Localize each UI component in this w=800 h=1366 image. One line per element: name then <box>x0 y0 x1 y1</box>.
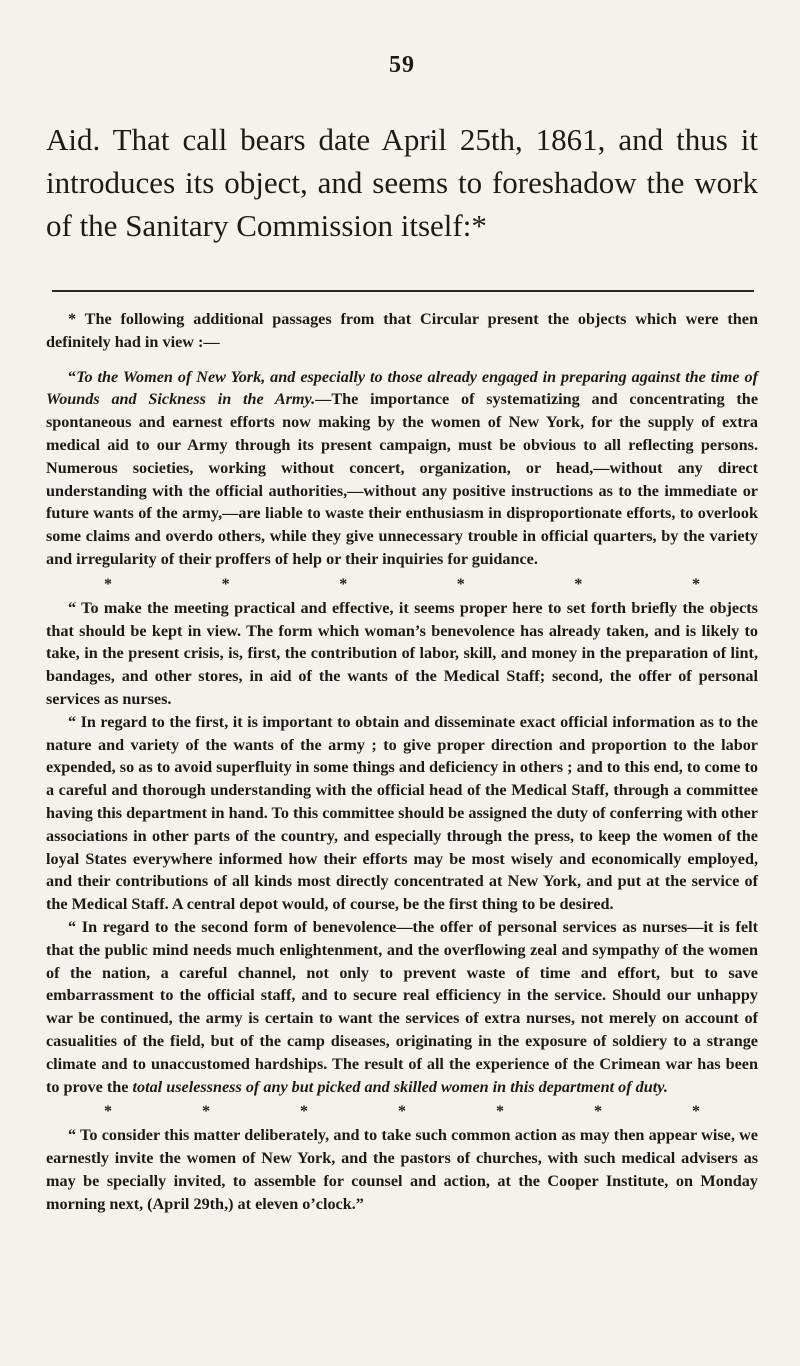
asterisk: * <box>104 575 112 593</box>
footnote-intro: * The following additional passages from that Circular present the objects which were then definitely had in view :— <box>46 310 758 351</box>
asterisk: * <box>456 575 465 593</box>
asterisk: * <box>339 575 348 593</box>
footnote-divider <box>52 290 754 292</box>
book-page <box>46 0 758 1366</box>
asterism-1 <box>46 575 758 595</box>
asterism-2 <box>46 1102 758 1122</box>
asterisk: * <box>574 575 583 593</box>
paragraph-1-text: —The importance of systematizing and concentrating the spontaneous and earnest efforts now making by the women of New York, for the supply of extra medical aid to our Army through its present campaign, must be obvious to all reflecting persons. Numerous societies, working without concert, organization, or head,—without any direct understanding with the official authorities,—without any positive instructions as to the immediate or future wants of the army,—are liable to waste their enthusiasm in disproportionate efforts, to overlook some claims and overdo others, while they give unnecessary trouble in official quarters, by the variety and irregularity of their proffers of help or their inquiries for guidance. <box>46 390 758 568</box>
asterisk: * <box>594 1103 602 1121</box>
asterisk: * <box>221 575 230 593</box>
asterisk: * <box>398 1103 406 1121</box>
main-paragraph: Aid. That call bears date April 25th, 1861, and thus it introduces its object, and seems to foreshadow the work of the Sanitary Commission itself:* <box>46 122 758 243</box>
asterisk: * <box>691 575 700 593</box>
paragraph-4-text: “ In regard to the second form of benevolence—the offer of personal services as nurses—it is felt that the public mind needs much enlightenment, and the overflowing zeal and sympathy of the women of the nation, a careful channel, not only to prevent waste of time and effort, but to save embarrassment to the official staff, and to secure real efficiency in the service. Should our unhappy war be continued, the army is certain to want the services of extra nurses, not merely on account of casualities of the field, but of the camp diseases, originating in the exposure of soldiery to a strange climate and to unaccustomed hardships. The result of all the experience of the Crimean war has been to prove the <box>46 917 758 1096</box>
footnote-paragraph-3: “ In regard to the first, it is important to obtain and disseminate exact official information as to the nature and variety of the wants of the army ; to give proper direction and proportion to the labor expended, so as to avoid superfluity in some things and deficiency in others ; and to this end, to come to a careful and thorough understanding with the official head of the Medical Staff, through a committee having this department in hand. To this committee should be assigned the duty of conferring with other associations in other parts of the country, and especially through the press, to keep the women of the loyal States everywhere informed how their efforts may be most wisely and economically employed, and their contributions of all kinds most directly concentrated at New York, and put at the service of the Medical Staff. A central depot would, of course, be the first thing to be desired. <box>46 712 758 914</box>
asterisk: * <box>300 1103 308 1121</box>
asterisk: * <box>104 1103 112 1121</box>
footnote-paragraph-5: “ To consider this matter deliberately, and to take such common action as may then appear wise, we earnestly invite the women of New York, and the pastors of churches, with such medical advisers as may be specially invited, to assemble for counsel and action, at the Cooper Institute, on Monday morning next, (April 29th,) at eleven o’clock.” <box>46 1126 758 1213</box>
asterisk: * <box>496 1103 504 1121</box>
footnote <box>46 308 758 1215</box>
page-number: 59 <box>389 52 415 78</box>
asterisk: * <box>202 1103 210 1121</box>
footnote-paragraph-1 <box>46 366 758 571</box>
asterisk: * <box>692 1103 700 1121</box>
footnote-paragraph-2: “ To make the meeting practical and effective, it seems proper here to set forth briefly the objects that should be kept in view. The form which woman’s benevolence has already taken, and is likely to take, in the present crisis, is, first, the contribution of labor, skill, and money in the preparation of lint, bandages, and other stores, in aid of the wants of the Medical Staff; second, the offer of personal services as nurses. <box>46 598 758 708</box>
footnote-paragraph-4 <box>46 916 758 1098</box>
open-quote: “ <box>68 367 77 386</box>
emphasis-text: total uselessness of any but picked and skilled women in this department of duty. <box>132 1077 668 1096</box>
circular-title: To the Women of New York, and especially to those already engaged in preparing against the time of Wounds and Sickness in the Army. <box>46 367 758 409</box>
